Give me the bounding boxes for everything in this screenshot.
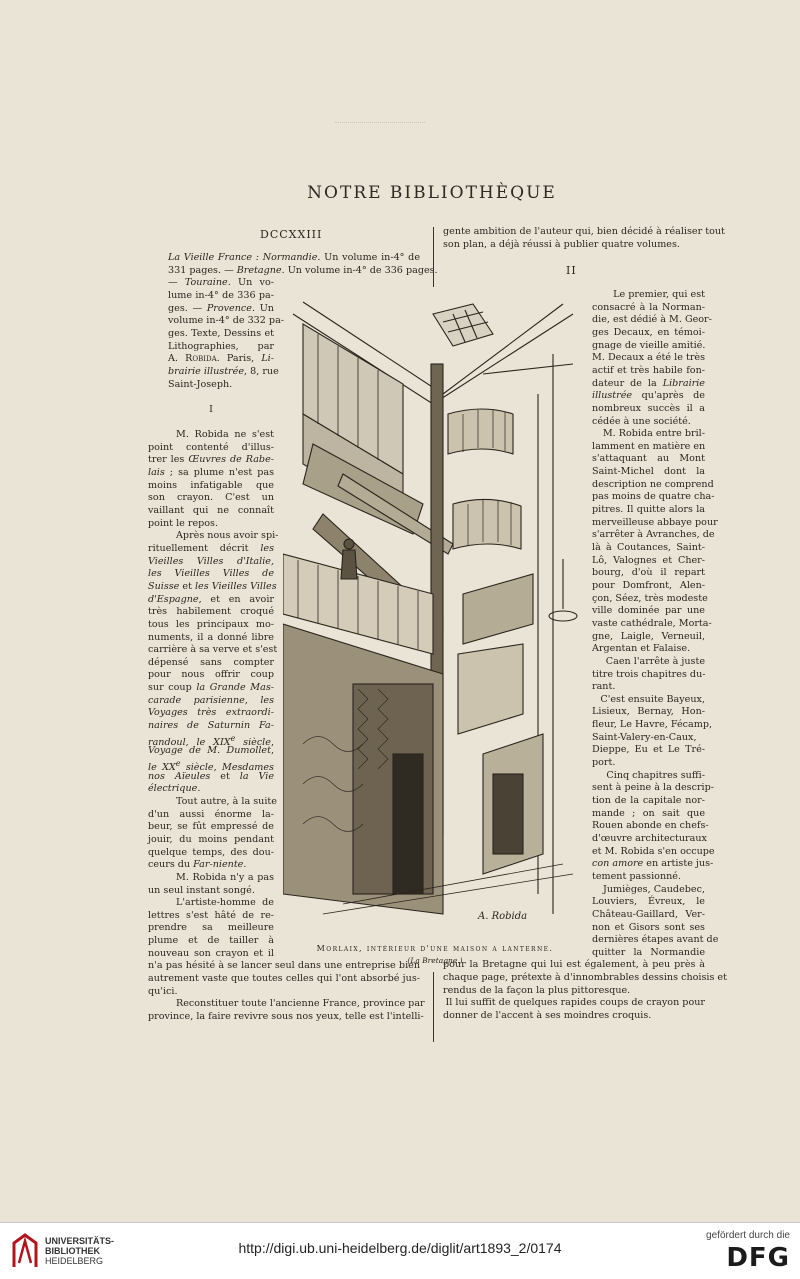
right-column-top-line: son plan, a déjà réussi à publier quatre volumes.	[443, 238, 680, 250]
caption-text: Morlaix, intérieur d'une maison a lanterne.	[316, 944, 554, 953]
left-column-line: brairie illustrée, 8, rue	[168, 365, 279, 377]
left-column-line: sur coup la Grande Mas-	[148, 682, 274, 694]
right-column-line: bourg, d'où il repart	[592, 567, 705, 579]
right-column-line: illustrée qu'après de	[592, 390, 705, 402]
left-column-line: naires de Saturnin Fa-	[148, 720, 274, 732]
right-column-line: dernières étapes avant de	[592, 934, 719, 946]
left-column-line: Vieilles Villes d'Italie,	[148, 555, 274, 567]
illustration-subcaption: (La Bretagne.)	[407, 956, 463, 965]
left-column-line: ceurs du Far-niente.	[148, 859, 247, 871]
left-column-line: lume in-4° de 336 pa-	[168, 289, 274, 301]
right-column-line: Lô, Valognes et Cher-	[592, 554, 705, 566]
right-column-line: çon, Séez, très modeste	[592, 592, 708, 604]
right-column-line: dateur de la Librairie	[592, 377, 705, 389]
right-column-line: tement passionné.	[592, 870, 682, 882]
right-column-line: Louviers, Évreux, le	[592, 896, 705, 908]
left-column-line: ges. Texte, Dessins et	[168, 327, 274, 339]
left-column-line: les Vieilles Villes de	[148, 568, 274, 580]
right-column-line: M. Robida entre bril-	[602, 428, 705, 440]
right-column-line: M. Decaux a été le très	[592, 352, 705, 364]
right-column-line: Cinq chapitres suffi-	[606, 769, 705, 781]
left-column-line: nouveau son crayon et il	[148, 947, 274, 959]
footer-bar	[0, 1222, 800, 1279]
left-column-line: numents, il a donné libre	[148, 631, 274, 643]
right-column-line: gne, Laigle, Verneuil,	[592, 630, 705, 642]
right-column-line: C'est ensuite Bayeux,	[600, 693, 705, 705]
right-column-line: Argentan et Falaise.	[592, 643, 691, 655]
right-column-line: non et Gisors sont ses	[592, 921, 705, 933]
left-column-line: jouir, du moins pendant	[148, 833, 274, 845]
right-column-line: fleur, Le Havre, Fécamp,	[592, 719, 713, 731]
right-column-line: tion de la capitale nor-	[592, 795, 705, 806]
column-rule-bottom	[433, 972, 434, 1042]
left-column-line: un seul instant songé.	[148, 884, 255, 896]
left-column-line: Voyage de M. Dumollet,	[148, 745, 274, 757]
left-column-line: I	[209, 403, 213, 415]
left-column-line: autrement vaste que toutes celles qui l'ont absorbé jus-	[148, 973, 420, 985]
left-column-line: volume in-4° de 332 pa-	[168, 315, 285, 327]
right-column-line: Il lui suffit de quelques rapides coups de crayon pour	[445, 997, 705, 1009]
right-column-line: con amore en artiste jus-	[592, 858, 714, 870]
left-column-line: d'un aussi énorme la-	[148, 808, 274, 820]
left-column-line: randoul, le XIXe siècle,	[148, 733, 274, 748]
right-column-line: là à Coutances, Saint-	[592, 542, 705, 553]
left-column-line: le XXe siècle, Mesdames	[148, 759, 274, 774]
right-column-line: rendus de la façon la plus pittoresque.	[443, 984, 631, 996]
left-column-line: trer les Œuvres de Rabe-	[148, 454, 274, 466]
right-column-line: actif et très habile fon-	[592, 364, 705, 376]
left-column-line: point le repos.	[148, 517, 219, 529]
right-column-line: donner de l'accent à ses moindres croquis.	[443, 1010, 652, 1022]
right-column-line: chaque page, prétexte à d'innombrables dessins choisis et	[443, 972, 727, 984]
left-column-line: 331 pages. — Bretagne. Un volume in-4° de 336 pages.	[168, 264, 438, 276]
left-column-line: Suisse et les Vieilles Villes	[148, 580, 277, 592]
left-column-line: moins infatigable que	[148, 479, 274, 491]
right-column-line: Jumièges, Caudebec,	[602, 883, 705, 895]
left-column-line: électrique.	[148, 783, 201, 795]
left-column-line: M. Robida ne s'est	[176, 429, 274, 441]
sponsor-label: gefördert durch die	[706, 1230, 790, 1241]
right-column-line: pas moins de quatre cha-	[592, 491, 715, 503]
right-column-line: Le premier, qui est	[613, 289, 705, 300]
right-column-line: Saint-Valery-en-Caux,	[592, 731, 697, 743]
left-column-line: tous les principaux mo-	[148, 618, 274, 630]
right-column-line: ges Decaux, en témoi-	[592, 326, 705, 338]
left-column-line: qu'ici.	[148, 985, 178, 997]
right-column-line: quitter la Normandie	[592, 946, 705, 958]
right-column-line: cédée à une société.	[592, 415, 691, 427]
right-column-line: et M. Robida s'en occupe	[592, 845, 715, 857]
right-column-line: mande ; on sait que	[592, 807, 705, 819]
left-column-line: plume et de tailler à	[148, 935, 274, 947]
right-column-line: s'arrêter à Avranches, de	[592, 529, 715, 541]
right-column-line: description ne comprend	[592, 478, 714, 490]
left-column-line: prendre sa meilleure	[148, 922, 274, 934]
staircase-illustration	[283, 294, 583, 926]
left-column-line: — Touraine. Un vo-	[168, 277, 274, 289]
left-column-line: Saint-Joseph.	[168, 378, 233, 390]
left-column-line: n'a pas hésité à se lancer seul dans une entreprise bien	[148, 960, 420, 972]
left-column-line: quelque temps, des dou-	[148, 846, 274, 858]
left-column-line: M. Robida n'y a pas	[176, 871, 274, 883]
right-column-line: rant.	[592, 681, 616, 693]
right-column-line: die, est dédié à M. Geor-	[592, 314, 712, 326]
left-column-line: beur, se fût empressé de	[148, 821, 274, 833]
right-column-top-line: gente ambition de l'auteur qui, bien décidé à réaliser tout	[443, 226, 725, 237]
left-column-line: point contenté d'illus-	[148, 441, 274, 453]
right-column-line: pour Domfront, Alen-	[592, 579, 705, 591]
left-column-line: nos Aïeules et la Vie	[148, 770, 274, 782]
right-column-line: pitres. Il quitte alors la	[592, 504, 705, 516]
left-column-line: d'Espagne, et en avoir	[148, 593, 274, 605]
left-column-line: L'artiste-homme de	[176, 897, 274, 909]
left-column-line: ges. — Provence. Un	[168, 302, 274, 314]
right-column-line: Lisieux, Bernay, Hon-	[592, 706, 705, 718]
left-column-line: carrière à sa verve et s'est	[148, 644, 278, 656]
section-number: DCCXXIII	[260, 228, 323, 241]
right-column-line: d'œuvre architecturaux	[592, 832, 707, 844]
left-column-line: Lithographies, par	[168, 340, 274, 352]
dfg-logo[interactable]: DFG	[726, 1243, 790, 1273]
left-column-line: La Vieille France : Normandie. Un volume in-4° de	[168, 252, 420, 263]
right-column-line: consacré à la Norman-	[592, 301, 705, 313]
right-column-line: lamment en matière en	[592, 440, 706, 452]
left-column-line: très habilement croqué	[148, 606, 274, 618]
right-column-line: Château-Gaillard, Ver-	[592, 908, 705, 920]
right-column-line: Rouen abonde en chefs-	[592, 820, 709, 832]
left-column-line: carade parisienne, les	[148, 694, 274, 706]
left-column-line: Voyages très extraordi-	[148, 707, 274, 719]
left-column-line: dépensé sans compter	[148, 656, 274, 668]
left-column-line: lettres s'est hâté de re-	[148, 909, 274, 921]
left-column-line: lais ; sa plume n'est pas	[148, 467, 274, 479]
section-two-heading: II	[566, 264, 577, 277]
right-column-line: Saint-Michel dont la	[592, 466, 705, 478]
left-column-line: son crayon. C'est un	[148, 492, 274, 504]
left-column-line: A. Robida. Paris, Li-	[168, 353, 274, 365]
document-url-link[interactable]: http://digi.ub.uni-heidelberg.de/diglit/art1893_2/0174	[238, 1240, 562, 1256]
left-column-line: rituellement décrit les	[148, 542, 274, 554]
right-column-line: Dieppe, Eu et Le Tré-	[592, 744, 705, 756]
page-title: NOTRE BIBLIOTHÈQUE	[307, 183, 557, 203]
library-name-line3: HEIDELBERG	[45, 1256, 104, 1266]
column-rule-top	[433, 227, 434, 287]
right-column-line: vaste cathédrale, Morta-	[592, 617, 712, 629]
right-column-line: nombreux succès il a	[592, 402, 705, 414]
library-name-line2: BIBLIOTHEK	[45, 1246, 100, 1256]
left-column-line: pour nous offrir coup	[148, 669, 274, 681]
left-column-line: vaillant qui ne connaît	[148, 505, 274, 516]
library-name-line1: UNIVERSITÄTS-	[45, 1236, 115, 1246]
right-column-line: ville dominée par une	[592, 605, 705, 617]
right-column-line: Caen l'arrête à juste	[605, 655, 705, 667]
right-column-line: titre trois chapitres du-	[592, 668, 706, 680]
right-column-line: pour la Bretagne qui lui est également, à peu près à	[443, 959, 705, 971]
right-column-line: gnage de vieille amitié.	[592, 339, 706, 351]
left-column-line: Tout autre, à la suite	[176, 795, 277, 807]
left-column-line: Après nous avoir spi-	[176, 530, 279, 542]
left-column-line: Reconstituer toute l'ancienne France, province par	[176, 998, 425, 1010]
left-column-line: province, la faire revivre sous nos yeux, telle est l'intelli-	[148, 1011, 424, 1022]
right-column-line: port.	[592, 757, 616, 769]
right-column-line: merveilleuse abbaye pour	[592, 516, 718, 528]
right-column-line: s'attaquant au Mont	[592, 453, 705, 465]
right-column-line: sent à peine à la descrip-	[592, 782, 715, 794]
illustration-caption	[300, 944, 570, 953]
bleed-through-mark	[335, 122, 425, 133]
artist-signature: A. Robida	[478, 911, 528, 922]
